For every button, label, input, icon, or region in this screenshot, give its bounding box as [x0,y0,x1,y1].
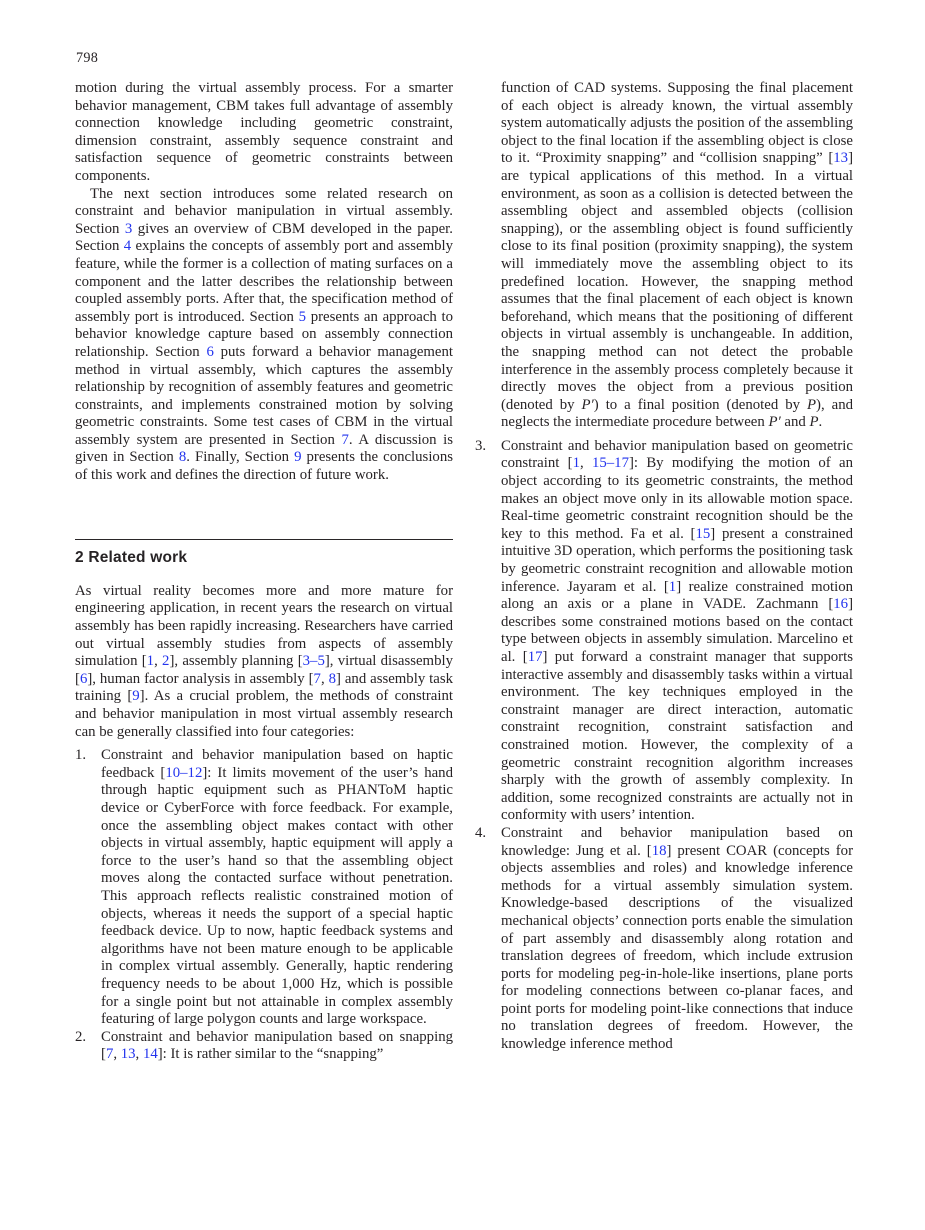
text-run: , [154,653,163,670]
text-run: ], assembly planning [ [169,653,303,670]
item2-continuation-paragraph [475,80,853,432]
text-run: motion during the virtual assembly process. For a smarter behavior management, CBM takes full advantage of assembly connection knowledge including geometric constraint, dimension constraint, assembly sequence constraint and satisfaction sequence of geometric constraints between components. [75,80,453,184]
text-run: ) to a final position (denoted by [593,396,807,413]
reference-link[interactable]: 7 [313,670,321,687]
reference-link[interactable]: 6 [206,343,214,360]
reference-link[interactable]: 14 [142,1046,158,1063]
paragraph [75,186,453,485]
list-item [475,825,853,1054]
reference-link[interactable]: 13 [833,150,849,167]
text-run: Constraint and behavior manipulation based on knowledge: Jung et al. [ [501,824,853,859]
list-item-text [501,438,853,825]
list-item [75,1029,453,1064]
text-run: ), and neglects the intermediate procedure between [501,396,853,431]
text-run: . A discussion is given in Section [75,431,453,466]
text-run: . [818,414,823,431]
text-run: , [579,455,592,472]
reference-link[interactable]: 7 [341,431,349,448]
text-run: ]: It limits movement of the user’s hand through haptic equipment such as PHANToM haptic device or CyberForce with force feedback. For example, once the assembling object makes contact with other objects in virtual assembly, haptic equipment will apply a force to the user’s hand so that the assembling object moves along the contacted surface without penetration. This approach reflects realistic constrained motion of objects, whereas it needs the support of a special haptic feedback device. Up to now, haptic feedback systems and algorithms have not been mature enough to be applicable in complex virtual assembly. Generally, haptic rendering frequency needs to be about 1,000 Hz, which is possible for a single point but not attainable in complex assembly featuring of large polygon counts and large workspace. [101,764,453,1028]
text-run: , [320,670,329,687]
reference-link[interactable]: 2 [162,653,170,670]
text-run: ], human factor analysis in assembly [ [87,670,314,687]
paragraph [75,80,453,186]
left-column [75,80,453,1064]
list-item [475,438,853,825]
right-column [475,80,853,1054]
text-run: puts forward a behavior management method in virtual assembly, which captures the assembly relationship by recognition of assembly features and geometric constraints, and implements constrained motion by solving geometric constraints. Some test cases of CBM in the virtual assembly system are presented in Section [75,343,453,448]
math-variable: P′ [768,414,781,431]
section-heading: 2 Related work [75,548,188,566]
related-work-paragraphs [75,583,453,741]
math-variable: P′ [581,396,594,413]
list-item-text [101,747,453,1029]
reference-link[interactable]: 7 [105,1046,114,1063]
reference-link[interactable]: 10–12 [165,764,203,781]
reference-link[interactable]: 15 [695,525,711,542]
paragraph [75,583,453,741]
reference-link[interactable]: 8 [178,449,187,466]
text-run: ], virtual disassembly [ [75,653,453,687]
text-run: ] and assembly task training [ [75,670,453,705]
text-run: and [780,414,810,431]
intro-paragraphs [75,80,453,485]
page-number: 798 [76,50,99,66]
text-run: ] put forward a constraint manager that supports interactive assembly and disassembly tasks within a virtual environment. The key techniques employed in the constraint manager are direct interaction, automatic constraint recognition, constraint satisfaction and constrained motion. However, the complexity of a geometric constraint recognition algorithm increases sharply with the growth of assembly complexity. In addition, some recognized constraints are actually not in conformity with users’ intention. [501,649,853,824]
list-item-number: 4. [475,824,487,841]
reference-link[interactable]: 17 [527,649,543,665]
reference-link[interactable]: 4 [123,238,132,255]
text-run: Constraint and behavior manipulation based on geometric constraint [ [501,437,853,472]
reference-link[interactable]: 1 [146,653,155,670]
section-heading-block [75,539,453,568]
list-item-text [501,825,853,1054]
math-variable: P [809,414,819,431]
section-rule [75,539,453,540]
text-run: Constraint and behavior manipulation based on haptic feedback [ [101,747,453,781]
text-run: . Finally, Section [186,449,295,466]
category-list-right [475,438,853,1054]
reference-link[interactable]: 1 [668,578,677,595]
reference-link[interactable]: 16 [833,596,849,613]
text-run: The next section introduces some related research on constraint and behavior manipulation in virtual assembly. Section [75,185,453,237]
reference-link[interactable]: 9 [294,449,302,466]
text-run: presents the conclusions of this work and defines the direction of future work. [75,449,453,484]
reference-link[interactable]: 3–5 [302,653,325,670]
list-item-number: 1. [75,747,87,764]
text-run: As virtual reality becomes more and more mature for engineering application, in recent years the research on virtual assembly has been rapidly increasing. Researchers have carried out virtual assembly studies from aspects of assembly simulation [ [75,582,453,670]
text-run: ] describes some constrained motions based on the contact type between objects in assembly simulation. Marcelino et al. [ [501,596,853,665]
reference-link[interactable]: 6 [79,670,88,687]
text-run: ] are typical applications of this method. In a virtual environment, as soon as a collision is detected between the assembling object and assembled objects (collision snapping), or the assembling object is found sufficiently close to its final position (proximity snapping), the system will immediately move the assembling object to its predefined location. However, the snapping method assumes that the final placement of each object is known beforehand, which means that the positioning of different objects in virtual assembly is unchangeable. In addition, the snapping method can not detect the probable interference in the assembly process completely because it directly moves the object from a previous position (denoted by [501,150,853,413]
text-run: function of CAD systems. Supposing the final placement of each object is already known, the virtual assembly system automatically adjusts the position of the assembling object to the final location if the assembling object is close to it. “Proximity snapping” and “collision snapping” [ [501,80,853,167]
reference-link[interactable]: 13 [120,1046,136,1063]
reference-link[interactable]: 5 [298,308,307,325]
text-run: presents an approach to behavior knowledge capture based on assembly connection relationship. Section [75,308,454,360]
list-item-number: 3. [475,437,487,454]
list-item-text [101,1029,453,1064]
text-run: gives an overview of CBM developed in the paper. Section [75,220,453,255]
text-run: ]: By modifying the motion of an object according to its geometric constraints, the method makes an object move only in its allowable motion space. Real-time geometric constraint recognition should be the key to this method. Fa et al. [ [501,455,853,542]
text-run: ] present a constrained intuitive 3D operation, which performs the positioning task by geometric constraint recognition and allowable motion inference. Jayaram et al. [ [501,525,854,595]
math-variable: P [806,396,817,413]
text-run: ] realize constrained motion along an axis or a plane in VADE. Zachmann [ [501,578,854,613]
list-item [75,747,453,1029]
text-run: , [135,1046,143,1063]
category-list-left [75,747,453,1064]
reference-link[interactable]: 9 [132,688,140,705]
text-run: ]. As a crucial problem, the methods of constraint and behavior manipulation in most virtual assembly research can be generally classified into four categories: [75,688,453,740]
reference-link[interactable]: 8 [328,670,336,687]
reference-link[interactable]: 15–17 [591,455,629,472]
text-run: ]: It is rather similar to the “snapping” [157,1046,384,1063]
text-run: , [113,1046,121,1063]
reference-link[interactable]: 3 [124,220,133,237]
text-run: ] present COAR (concepts for objects assemblies and roles) and knowledge inference methods for a virtual assembly simulation system. Knowledge-based descriptions of the visualized mechanical objects’ connection ports enable the simulation of part assembly and disassembly along rotation and translation degrees of freedom, which include extrusion ports for modeling peg-in-hole-like insertions, plane ports for modeling connections between co-planar faces, and point ports for modeling point-like connections that induce no translation degrees of freedom. However, the knowledge inference method [501,842,853,1053]
text-run: Constraint and behavior manipulation based on snapping [ [101,1028,453,1063]
reference-link[interactable]: 18 [651,842,667,859]
list-item-number: 2. [75,1028,87,1045]
text-run: explains the concepts of assembly port and assembly feature, while the former is a collection of mating surfaces on a component and the latter describes the relationship between coupled assembly ports. After that, the specification method of assembly port is introduced. Section [75,238,453,325]
reference-link[interactable]: 1 [572,455,580,472]
